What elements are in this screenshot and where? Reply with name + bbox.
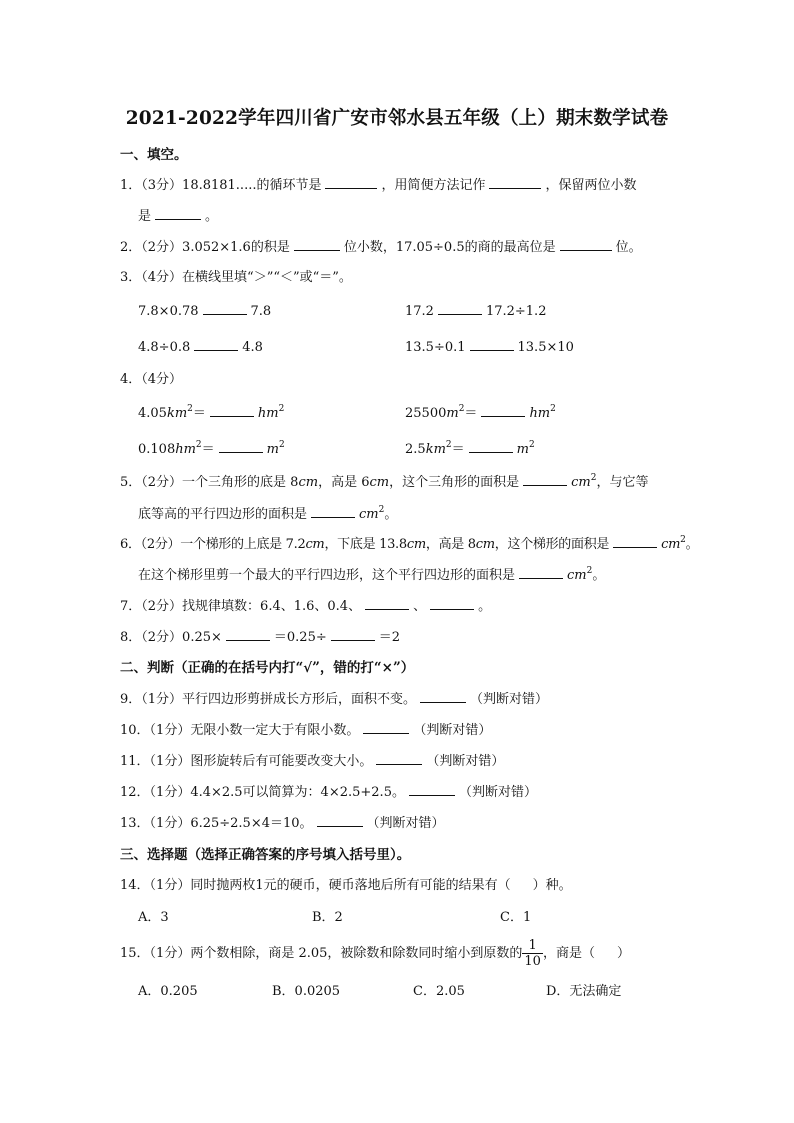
cm-unit: cm [567, 568, 587, 583]
q7-end: 。 [478, 599, 492, 614]
section-heading-judge: 二、判断（正确的在括号内打“√”，错的打“×”） [120, 660, 415, 676]
question-3: 3．（4分）在横线里填“＞”“＜”或“＝”。 [120, 270, 352, 285]
q7-blank-2[interactable] [430, 597, 474, 610]
q1-blank-2[interactable] [489, 176, 541, 189]
q5-text-c: ，这个三角形的面积是 [389, 475, 520, 490]
q4-item-3 [138, 440, 285, 459]
q4-blank-2[interactable] [481, 404, 525, 417]
q3-blank-4[interactable] [470, 338, 514, 351]
fraction [522, 938, 543, 969]
q4-unit: km [166, 406, 188, 421]
q4-eq: ＝ [192, 406, 206, 421]
q10-text: 10．（1分）无限小数一定大于有限小数。 [120, 723, 360, 738]
q3-r1b: 7.8 [250, 304, 272, 319]
q1-text-a: 1．（3分）18.8181.....的循环节是 [120, 178, 322, 193]
question-1-cont [138, 207, 218, 226]
q3-blank-1[interactable] [203, 302, 247, 315]
q12-text: 12．（1分）4.4×2.5可以简算为：4×2.5+2.5。 [120, 785, 405, 800]
q4-sq: 2 [550, 404, 556, 414]
q6-text-d: ，这个梯形的面积是 [494, 537, 610, 552]
fraction-numerator: 1 [522, 938, 543, 954]
q3-r1c: 17.2 [405, 304, 434, 319]
q13-blank[interactable] [317, 814, 363, 827]
q14-option-a[interactable]: A．3 [138, 910, 169, 925]
q4-sq: 2 [458, 404, 465, 414]
page-title: 2021-2022学年四川省广安市邻水县五年级（上）期末数学试卷 [125, 108, 669, 129]
section-heading-fill: 一、填空。 [120, 147, 188, 163]
q4-unit: m [446, 406, 459, 421]
q9-hint: （判断对错） [470, 692, 549, 707]
q4-sq: 2 [278, 404, 285, 414]
q3-item-3 [138, 338, 263, 357]
q1-text-e: 。 [205, 209, 219, 224]
q4-item-4 [405, 440, 535, 459]
q5-blank-1[interactable] [523, 473, 567, 486]
q5-sq: 2 [590, 473, 597, 483]
q3-r2b: 4.8 [242, 340, 263, 355]
q1-text-c: ，保留两位小数 [545, 178, 637, 193]
q4-item-2 [405, 404, 556, 423]
q4-blank-1[interactable] [210, 404, 254, 417]
cm-unit: cm [406, 537, 426, 552]
q14-option-c[interactable]: C．1 [500, 910, 532, 925]
question-8 [120, 628, 400, 647]
question-1 [120, 176, 637, 195]
q4-sq: 2 [445, 440, 452, 450]
q4-item-1 [138, 404, 284, 423]
question-5 [120, 473, 648, 492]
q4-sq: 2 [528, 440, 535, 450]
q7-text-a: 7．（2分）找规律填数：6.4、1.6、0.4、 [120, 599, 362, 614]
q5-text-d: ，与它等 [596, 475, 649, 490]
q3-r2a: 4.8÷0.8 [138, 340, 191, 355]
q10-blank[interactable] [363, 721, 409, 734]
q14-option-b[interactable]: B．2 [312, 910, 343, 925]
q6-sq: 2 [586, 566, 593, 576]
q10-hint: （判断对错） [413, 723, 492, 738]
q2-blank-2[interactable] [560, 238, 612, 251]
question-2 [120, 238, 642, 257]
q6-text-a: 6．（2分）一个梯形的上底是 7.2 [120, 537, 306, 552]
q14-stem: 14．（1分）同时抛两枚1元的硬币，硬币落地后所有可能的结果有（ [120, 878, 511, 893]
question-15 [120, 936, 630, 972]
q15-option-a[interactable]: A．0.205 [138, 984, 198, 999]
q4-eq: ＝ [201, 442, 215, 457]
q8-text-a: 8．（2分）0.25× [120, 630, 222, 645]
q8-text-b: ＝0.25÷ [273, 630, 327, 645]
q4-value: 4.05 [138, 406, 167, 421]
q4-unit: hm [529, 406, 551, 421]
question-10 [120, 721, 491, 740]
question-14 [120, 877, 572, 895]
cm-unit: cm [475, 537, 495, 552]
q13-text: 13．（1分）6.25÷2.5×4＝10。 [120, 816, 313, 831]
q7-sep: 、 [413, 599, 427, 614]
q15-stem: 15．（1分）两个数相除，商是 2.05，被除数和除数同时缩小到原数的 [120, 946, 523, 961]
q12-blank[interactable] [409, 783, 455, 796]
q3-r2d: 13.5×10 [517, 340, 574, 355]
cm-unit: cm [298, 475, 319, 490]
q11-text: 11．（1分）图形旋转后有可能要改变大小。 [120, 754, 373, 769]
q11-blank[interactable] [376, 752, 422, 765]
q1-blank-1[interactable] [325, 176, 377, 189]
q6-text-c: ，高是 8 [425, 537, 476, 552]
q12-hint: （判断对错） [458, 785, 537, 800]
q4-unit: m [516, 442, 529, 457]
q5-blank-2[interactable] [311, 505, 355, 518]
q4-unit: m [266, 442, 279, 457]
q4-value: 25500 [405, 406, 447, 421]
q2-blank-1[interactable] [294, 238, 340, 251]
q5-text-f: 。 [384, 507, 398, 522]
q3-item-4 [405, 338, 574, 357]
fraction-denominator: 10 [524, 954, 541, 969]
cm-unit: cm [661, 537, 681, 552]
q15-option-b[interactable]: B．0.0205 [272, 984, 341, 999]
section-heading-choice: 三、选择题（选择正确答案的序号填入括号里）。 [120, 847, 411, 863]
q7-blank-1[interactable] [365, 597, 409, 610]
q6-text-g: 。 [592, 568, 606, 583]
question-11 [120, 752, 504, 771]
q5-text-e: 底等高的平行四边形的面积是 [138, 507, 308, 522]
q14-tail: ）种。 [532, 878, 572, 893]
q5-text-b: ，高是 6 [318, 475, 370, 490]
q4-sq: 2 [187, 404, 193, 414]
cm-unit: cm [571, 475, 591, 490]
cm-unit: cm [305, 537, 325, 552]
cm-unit: cm [359, 507, 379, 522]
question-12 [120, 783, 537, 802]
q6-text-f: 在这个梯形里剪一个最大的平行四边形，这个平行四边形的面积是 [138, 568, 516, 583]
q2-text-b: 位小数，17.05÷0.5的商的最高位是 [343, 240, 556, 255]
question-7 [120, 597, 491, 616]
q9-blank[interactable] [420, 690, 466, 703]
q6-blank-2[interactable] [519, 566, 563, 579]
q2-text-c: 位。 [615, 240, 642, 255]
q3-r1d: 17.2÷1.2 [485, 304, 547, 319]
q4-blank-4[interactable] [469, 440, 513, 453]
q15-option-d[interactable]: D．无法确定 [546, 984, 622, 999]
q6-text-b: ，下底是 13.8 [324, 537, 407, 552]
q6-sq: 2 [680, 535, 686, 545]
q3-r1a: 7.8×0.78 [138, 304, 199, 319]
question-9 [120, 690, 548, 709]
q3-blank-3[interactable] [194, 338, 238, 351]
q3-item-1 [138, 302, 271, 321]
q13-hint: （判断对错） [366, 816, 445, 831]
question-13 [120, 814, 445, 833]
q4-sq: 2 [279, 440, 285, 450]
cm-unit: cm [369, 475, 390, 490]
q5-sq: 2 [378, 505, 385, 515]
question-6-cont [138, 566, 605, 585]
q4-value: 2.5 [405, 442, 426, 457]
q4-blank-3[interactable] [219, 440, 263, 453]
q4-unit: hm [257, 406, 279, 421]
q3-item-2 [405, 302, 546, 321]
q6-blank-1[interactable] [613, 535, 657, 548]
q1-blank-3[interactable] [155, 207, 201, 220]
q9-text: 9．（1分）平行四边形剪拼成长方形后，面积不变。 [120, 692, 417, 707]
q4-sq: 2 [195, 440, 202, 450]
q4-unit: hm [175, 442, 196, 457]
q8-blank-2[interactable] [331, 628, 375, 641]
q4-unit: km [425, 442, 446, 457]
question-6 [120, 535, 698, 554]
q4-eq: ＝ [464, 406, 478, 421]
q2-text-a: 2．（2分）3.052×1.6的积是 [120, 240, 290, 255]
q5-text-a: 5．（2分）一个三角形的底是 8 [120, 475, 299, 490]
q15-tail: ，商是（ [542, 946, 595, 961]
q15-option-c[interactable]: C．2.05 [413, 984, 465, 999]
q1-text-b: ，用简便方法记作 [381, 178, 486, 193]
q11-hint: （判断对错） [426, 754, 505, 769]
q8-text-c: ＝2 [378, 630, 401, 645]
question-4: 4．（4分） [120, 372, 183, 387]
question-5-cont [138, 505, 397, 524]
q4-value: 0.108 [138, 442, 176, 457]
q4-eq: ＝ [451, 442, 465, 457]
q15-close: ） [616, 946, 630, 961]
q8-blank-1[interactable] [226, 628, 270, 641]
q3-blank-2[interactable] [438, 302, 482, 315]
q6-text-e: 。 [685, 537, 699, 552]
q1-text-d: 是 [138, 209, 152, 224]
q3-r2c: 13.5÷0.1 [405, 340, 466, 355]
